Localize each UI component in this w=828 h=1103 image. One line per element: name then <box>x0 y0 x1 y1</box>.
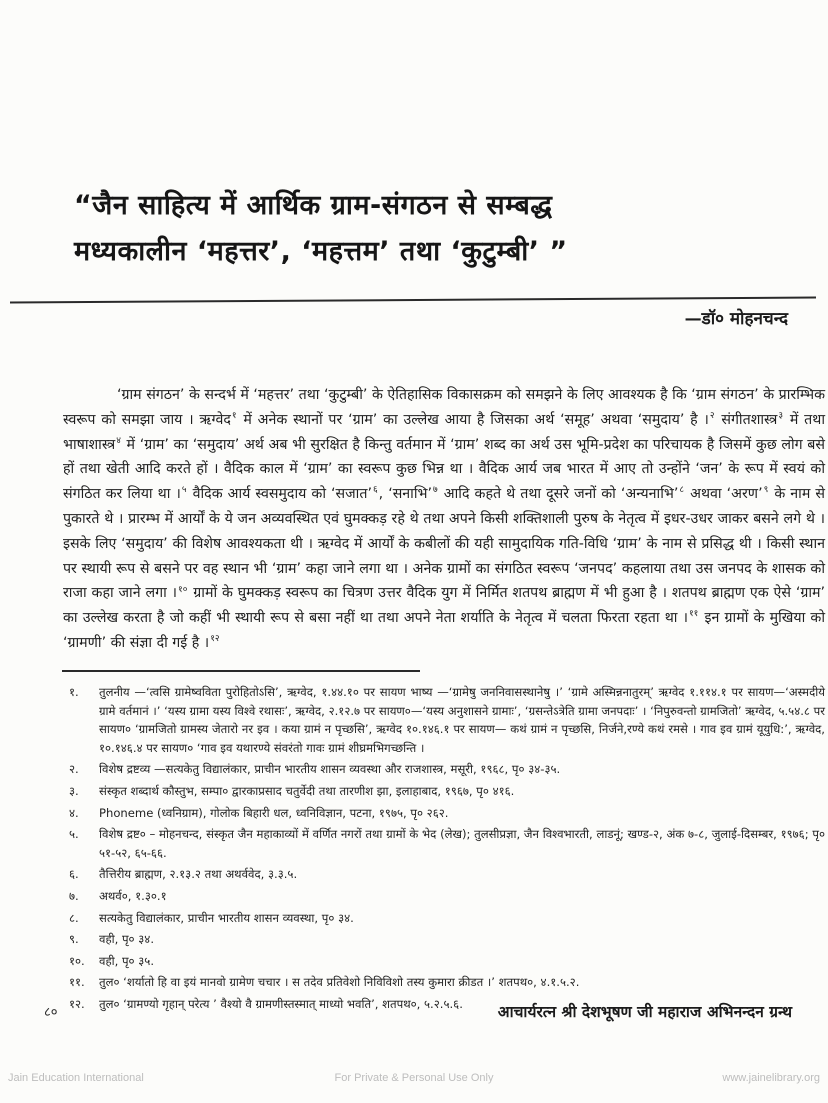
footnote-number: १२. <box>69 996 85 1011</box>
footnote-item <box>63 760 825 779</box>
footnote-text: वही, पृ० ३५. <box>99 953 155 968</box>
article-title <box>74 183 714 275</box>
footnote-number: २. <box>69 762 79 777</box>
footnote-text: Phoneme (ध्वनिग्राम), गोलोक बिहारी धल, ध्वनिविज्ञान, पटना, १९७५, पृ० २६२. <box>99 805 449 820</box>
scan-footer <box>8 1068 820 1088</box>
footer-usage-note: For Private & Personal Use Only <box>334 1072 494 1084</box>
footnote-number: ७. <box>69 888 79 903</box>
footnote-number: ५. <box>69 827 79 842</box>
footnotes-list <box>63 683 825 1017</box>
footnote-item <box>63 930 825 949</box>
footnote-number: ३. <box>69 783 79 798</box>
footnote-text: संस्कृत शब्दार्थ कौस्तुभ, सम्पा० द्वारकाप्रसाद चतुर्वेदी तथा तारणीश झा, इलाहाबाद, १९६७, पृ० ४१६. <box>99 783 515 798</box>
footnote-item <box>63 782 825 801</box>
footnote-number: ८. <box>69 910 79 925</box>
footnote-number: ६. <box>69 867 79 882</box>
footnote-ref: ७ <box>433 485 438 496</box>
footer-publisher: Jain Education International <box>8 1072 144 1084</box>
footnote-text: विशेष द्रष्टव्य —सत्यकेतु विद्यालंकार, प्राचीन भारतीय शासन व्यवस्था और राजशास्त्र, मसूरी, १९६८, पृ० ३४-३५. <box>99 762 561 777</box>
title-divider-rule <box>10 297 816 304</box>
footnote-ref: १२ <box>210 634 220 645</box>
body-paragraph: ‘ग्राम संगठन’ के सन्दर्भ में ‘महत्तर’ तथा ‘कुटुम्बी’ के ऐतिहासिक विकासक्रम को समझने के लिए आवश्यक है कि ‘ग्राम संगठन’ के प्रारम्भिक स्वरूप को समझा जाय । ऋग्वेद$^१$ में अनेक स्थानों पर ‘ग्राम’ का उल्लेख आया है जिसका अर्थ ‘समूह’ अथवा ‘समुदाय’ है ।$^२$ संगीतशास्त्र$^३$ में तथा भाषाशास्त्र$^४$ में ‘ग्राम’ का ‘समुदाय’ अर्थ अब भी सुरक्षित है किन्तु वर्तमान में ‘ग्राम’ शब्द का अर्थ उस भूमि-प्रदेश का परिचायक है जिसमें कुछ लोग बसे हों तथा खेती आदि करते हों । वैदिक काल में ‘ग्राम’ का स्वरूप कुछ भिन्न था । वैदिक आर्य जब भारत में आए तो उन्होंने ‘जन’ के रूप में स्वयं को संगठित कर लिया था ।$^५$ वैदिक आर्य स्वसमुदाय को ‘सजात’$^६$, ‘सनाभि’$^७$ आदि कहते थे तथा दूसरे जनों को ‘अन्यनाभि’$^८$ अथवा ‘अरण’$^९$ के नाम से पुकारते थे । प्रारम्भ में आर्यों के ये जन अव्यवस्थित एवं घुमक्कड़ रहे थे तथा अपने किसी शक्तिशाली पुरुष के नेतृत्व में इधर-उधर जाकर बसने लगे थे । इसके लिए ‘समुदाय’ की विशेष आवश्यकता थी । ऋग्वेद में आर्यों के कबीलों की यही सामुदायिक गति-विधि ‘ग्राम’ के नाम से प्रसिद्ध थी । किसी स्थान पर स्थायी रूप से बसने पर वह स्थान भी ‘ग्राम’ कहा जाने लगा था । अनेक ग्रामों का संगठित स्वरूप ‘जनपद’ कहलाया तथा उस जनपद के शासक को राजा कहा जाने लगा ।$^{१०}$ ग्रामों के घुमक्कड़ स्वरूप का चित्रण उत्तर वैदिक युग में निर्मित शतपथ ब्राह्मण में भी हुआ है । शतपथ ब्राह्मण एक ऐसे ‘ग्राम’ का उल्लेख करता है जो कहीं भी स्थायी रूप से बसा नहीं था तथा अपने नेता शर्याति के नेतृत्व में चलता फिरता रहता था ।$^{११}$ इन ग्रामों के मुखिया को ‘ग्रामणी’ की संज्ञा दी गई है ।$^{१२}$ <box>63 387 826 651</box>
footnote-ref: ८ <box>679 485 685 496</box>
footnote-item <box>63 909 825 928</box>
footnote-ref: ५ <box>181 485 187 496</box>
footnote-number: १०. <box>69 953 85 968</box>
page-number: ८० <box>44 1005 58 1020</box>
footnote-text: सत्यकेतु विद्यालंकार, प्राचीन भारतीय शासन व्यवस्था, पृ० ३४. <box>99 910 354 925</box>
footnote-text: तुल० ‘शर्यातो हि वा इयं मानवो ग्रामेण चचार । स तदेव प्रतिवेशो निविविशो तस्य कुमारा क्रीडत ।’ शतपथ०, ४.१.५.२. <box>99 975 580 990</box>
footnote-item <box>63 865 825 884</box>
footnote-item <box>63 804 825 823</box>
footnote-text: विशेष द्रष्ट० – मोहनचन्द, संस्कृत जैन महाकाव्यों में वर्णित नगरों तथा ग्रामों के भेद (लेख); तुलसीप्रज्ञा, जैन विश्वभारती, लाडनूं; खण्ड-२, अंक ७-८, जुलाई-दिसम्बर, १९७६; पृ० ५१-५२, ६५-६६. <box>99 827 825 860</box>
footnote-number: १. <box>69 685 79 699</box>
book-title-running-footer: आचार्यरत्न श्री देशभूषण जी महाराज अभिनन्दन ग्रन्थ <box>497 1003 792 1021</box>
footnote-item <box>63 683 825 757</box>
footnote-number: ४. <box>69 805 79 820</box>
footnote-text: वही, पृ० ३४. <box>99 932 155 947</box>
footer-website: www.jainelibrary.org <box>722 1072 820 1084</box>
footnote-text: तुल० ‘ग्रामण्यो गृहान् परेत्य ’ वैश्यो वै ग्रामणीस्तस्मात् माध्यो भवति’, शतपथ०, ५.२.५.६. <box>99 996 463 1011</box>
footnote-text: अथर्व०, १.३०.१ <box>99 888 167 903</box>
footnote-item <box>63 825 825 862</box>
footnote-ref: १० <box>178 584 188 595</box>
footnote-number: ११. <box>69 975 85 990</box>
footnote-ref: २ <box>709 411 715 422</box>
footnote-item <box>63 973 825 992</box>
author-byline: —डॉ० मोहनचन्द <box>684 309 788 329</box>
footnote-ref: ६ <box>372 485 378 496</box>
footnote-text: तैत्तिरीय ब्राह्मण, २.१३.२ तथा अथर्ववेद, ३.३.५. <box>99 867 298 882</box>
footnote-ref: ४ <box>116 435 121 446</box>
footnote-ref: १ <box>231 411 237 422</box>
footnote-item <box>63 887 825 906</box>
footnote-item <box>63 952 825 971</box>
footnote-ref: ९ <box>763 485 769 496</box>
footnote-ref: ११ <box>688 609 699 620</box>
footnote-divider-rule <box>62 670 420 672</box>
article-title-line1: “जैन साहित्य में आर्थिक ग्राम-संगठन से सम्बद्ध <box>74 190 553 221</box>
article-title-line2: मध्यकालीन ‘महत्तर’, ‘महत्तम’ तथा ‘कुटुम्बी’ ” <box>74 236 568 267</box>
footnote-ref: ३ <box>778 411 784 422</box>
footnote-number: ९. <box>69 932 79 947</box>
footnote-text: तुलनीय —‘त्वसि ग्रामेष्वविता पुरोहितोऽसि’, ऋग्वेद, १.४४.१० पर सायण भाष्य —‘ग्रामेषु जननिवासस्थानेषु ।’ ‘ग्रामे अस्मिन्ननातुरम्’ ऋग्वेद १.११४.१ पर सायण—‘अस्मदीये ग्रामे वर्तमानं ।’ ‘यस्य ग्रामा यस्य विश्वे रथासः’, ऋग्वेद, २.१२.७ पर सायण०—‘यस्य अनुशासने ग्रामाः’, ‘ग्रसन्तेऽत्रेति ग्रामा जनपदाः’ । ‘निपुरुवन्तो ग्रामजितो’ ऋग्वेद, ५.५४.८ पर सायण० ‘ग्रामजितो ग्रामस्य जेतारो नर इव । कया ग्रामं न पृच्छसि’, ऋग्वेद १०.१४६.१ पर सायण— कथं ग्रामं न पृच्छसि, निर्जने,रण्ये कथं रमसे । गाव इव ग्रामं यूयुधि:’, ऋग्वेद, १०.१४६.४ पर सायण० ‘गाव इव यथारण्ये संवरंतो गावः ग्रामं शीघ्रमभिगच्छन्ति । <box>99 685 825 755</box>
